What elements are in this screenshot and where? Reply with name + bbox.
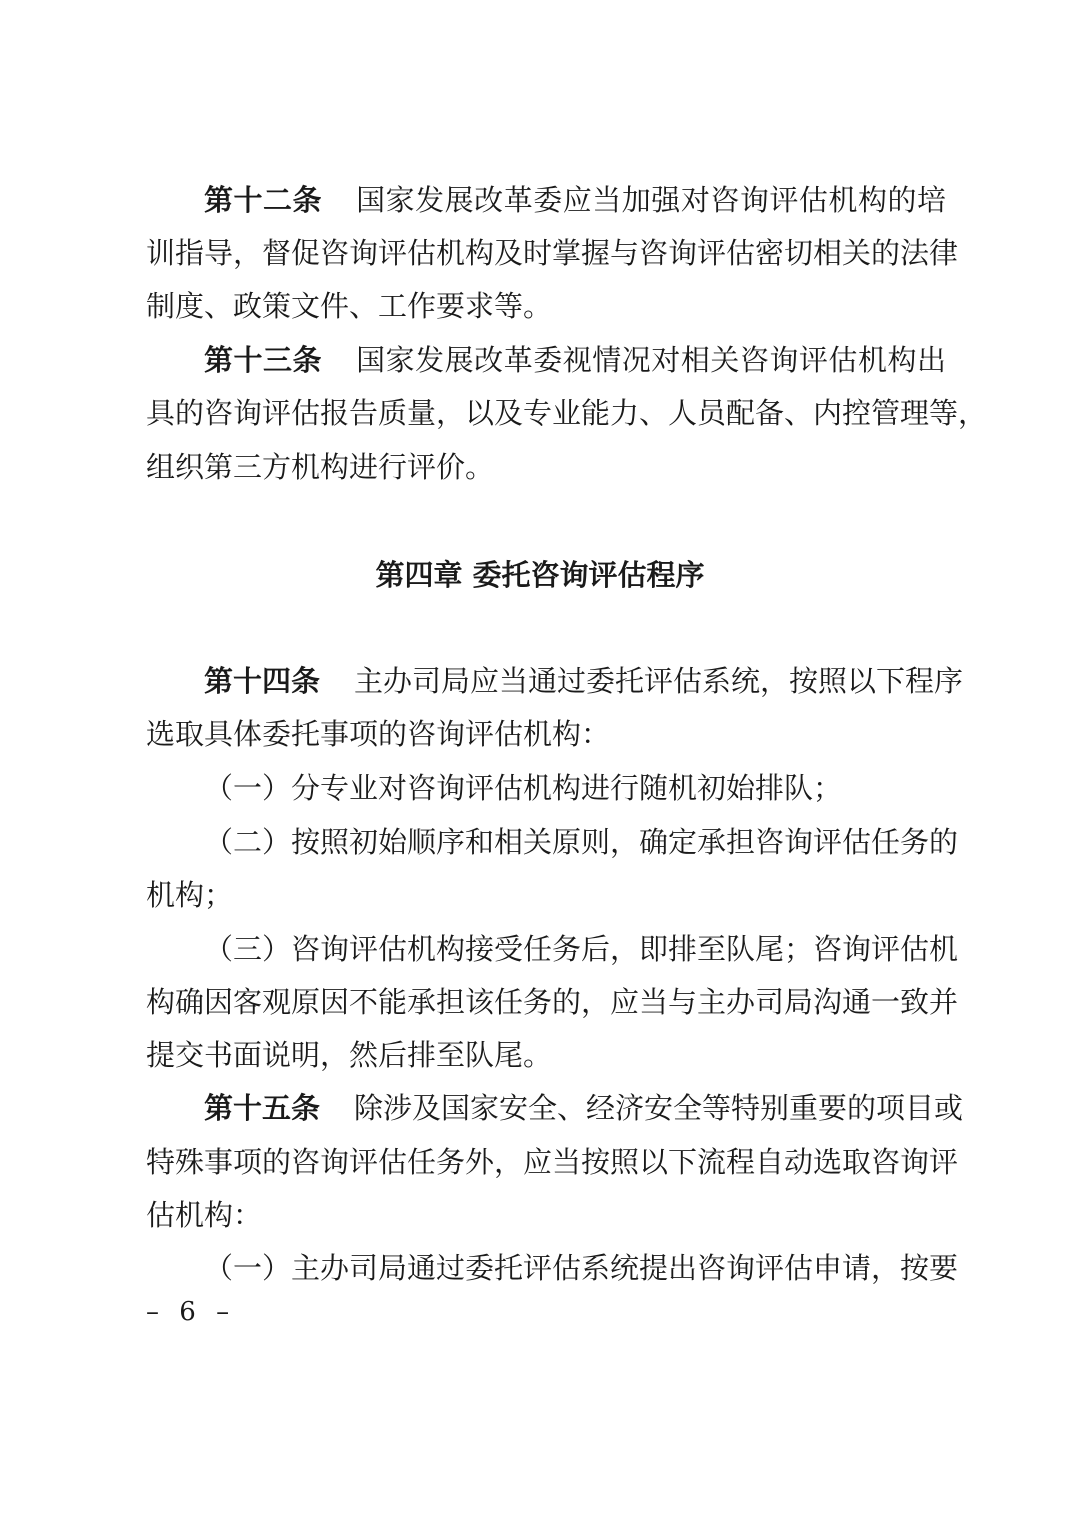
article-15-label: 第十五条: [204, 1091, 321, 1125]
article-15-line-1: [204, 1088, 964, 1128]
article-13-line-2: 具的咨询评估报告质量，以及专业能力、人员配备、内控管理等，: [146, 396, 988, 430]
article-12-line-3: 制度、政策文件、工作要求等。: [146, 289, 553, 323]
article-14-item-1: （一）分专业对咨询评估机构进行随机初始排队；: [204, 771, 843, 805]
article-13-line-3: 组织第三方机构进行评价。: [146, 450, 495, 484]
article-15-item-1-line-1: （一）主办司局通过委托评估系统提出咨询评估申请，按要: [204, 1251, 959, 1285]
article-13-line-1: [204, 340, 946, 380]
chapter-heading: 第四章 委托咨询评估程序: [375, 558, 705, 592]
article-12-text-1: 国家发展改革委应当加强对咨询评估机构的培: [356, 183, 946, 217]
article-12-line-1: [204, 180, 946, 220]
article-12-line-2: 训指导，督促咨询评估机构及时掌握与咨询评估密切相关的法律: [146, 236, 959, 270]
article-12-label: 第十二条: [204, 183, 323, 217]
article-14-item-3-line-1: （三）咨询评估机构接受任务后，即排至队尾；咨询评估机: [204, 932, 959, 966]
article-14-item-3-line-2: 构确因客观原因不能承担该任务的，应当与主办司局沟通一致并: [146, 985, 959, 1019]
article-14-line-2: 选取具体委托事项的咨询评估机构：: [146, 717, 611, 751]
article-14-item-2-line-1: （二）按照初始顺序和相关原则，确定承担咨询评估任务的: [204, 825, 959, 859]
article-14-item-3-line-3: 提交书面说明，然后排至队尾。: [146, 1038, 553, 1072]
article-15-text-1: 除涉及国家安全、经济安全等特别重要的项目或: [354, 1091, 964, 1125]
article-14-item-2-line-2: 机构；: [146, 878, 234, 912]
article-14-label: 第十四条: [204, 664, 321, 698]
page-number: – 6 –: [146, 1297, 236, 1327]
article-13-text-1: 国家发展改革委视情况对相关咨询评估机构出: [356, 343, 946, 377]
article-15-line-3: 估机构：: [146, 1198, 263, 1232]
article-14-line-1: [204, 661, 964, 701]
article-13-label: 第十三条: [204, 343, 323, 377]
article-14-text-1: 主办司局应当通过委托评估系统，按照以下程序: [354, 664, 964, 698]
article-15-line-2: 特殊事项的咨询评估任务外，应当按照以下流程自动选取咨询评: [146, 1145, 959, 1179]
